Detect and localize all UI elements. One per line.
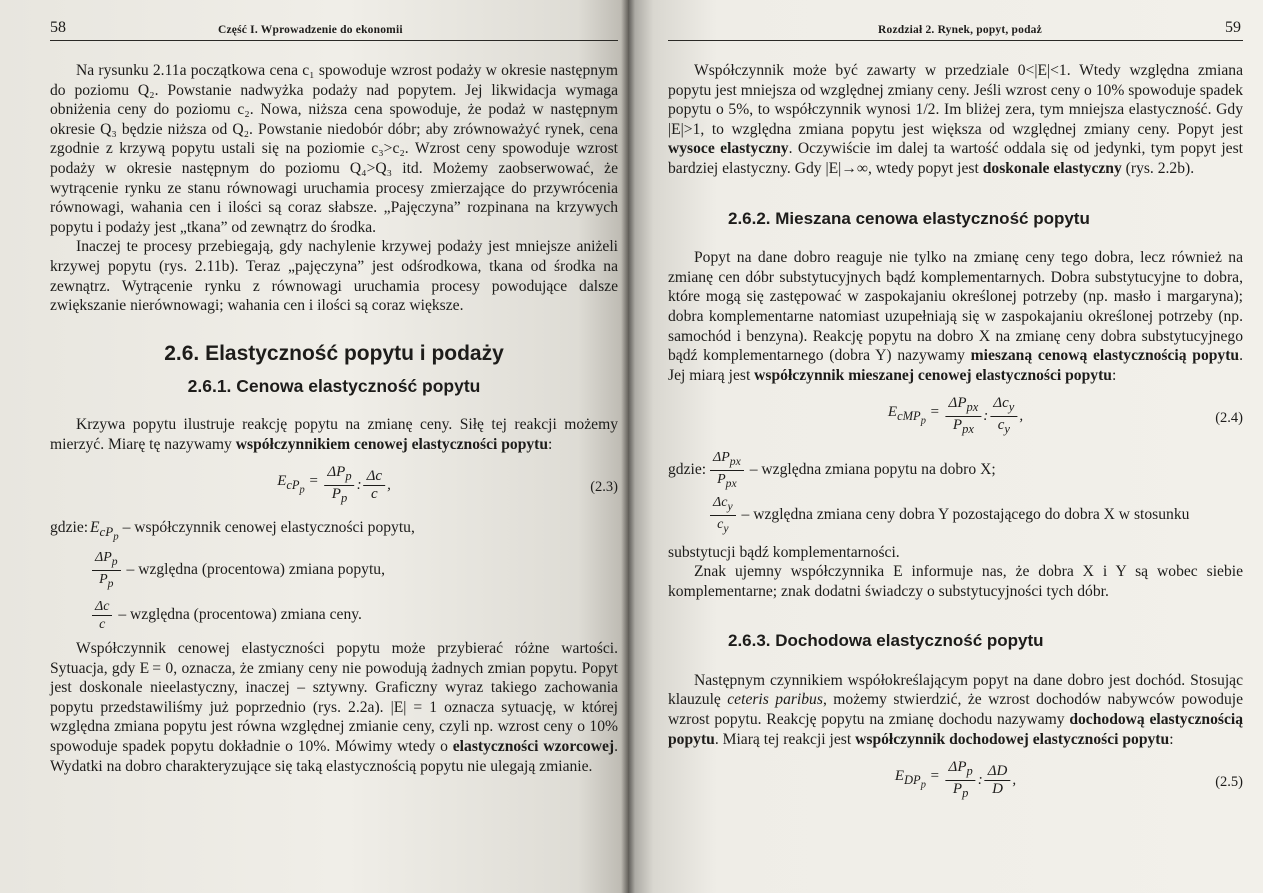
left-paragraph-4: Współczynnik cenowej elastyczności popytu może przybierać różne wartości. Sytuacja, gdy E = 0, oznacza, że zmiany ceny nie powodują żadnych zmian popytu. Popyt jest doskonale nieelastyczny, inaczej – sztywny. Graficzny wyraz takiego zachowania popytu przedstawiliśmy już poprzednio (rys. 2.2a). |E| = 1 oznacza sytuację, w której względna zmiana popytu jest równa względnej zmianie ceny, czyli np. wzrost ceny o 10% spowoduje spadek popytu dokładnie o 10%. Mówimy wtedy o elastyczności wzorcowej. Wydatki na dobro charakteryzujące się taką elastycznością popytu nie ulegają zmianie. bbox=[50, 639, 618, 775]
left-page bbox=[0, 0, 628, 893]
heading-2-6-3: 2.6.3. Dochodowa elastyczność popytu bbox=[728, 631, 1044, 651]
left-def-3: $\frac{\Delta c}{c}$ – względna (procentowa) zmiana ceny. bbox=[90, 598, 618, 633]
formula-2-3: $E_{cP_p}$ = $\frac{\Delta P_p}{P_p}$ : $\frac{\Delta c}{c}$ , (2.3) bbox=[277, 464, 618, 506]
right-where-block: gdzie: $\frac{\Delta P_{px}}{P_{px}}$ – względna zmiana popytu na dobro X; bbox=[668, 450, 996, 490]
right-paragraph-4: Następnym czynnikiem współokreślającym popyt na dane dobro jest dochód. Stosując klauzulę ceteris paribus, możemy stwierdzić, że wzrost dochodów nabywców powoduje wzrost popytu. Reakcję popytu na zmianę dochodu nazywamy dochodową elastycznością popytu. Miarą tej reakcji jest współczynnik dochodowej elastyczności popytu: bbox=[668, 671, 1244, 748]
right-page bbox=[628, 0, 1263, 893]
heading-2-6-2: 2.6.2. Mieszana cenowa elastyczność popytu bbox=[728, 208, 1090, 228]
right-def-2: $\frac{\Delta c_y}{c_y}$ – względna zmiana ceny dobra Y pozostającego do dobra X w stosunku bbox=[708, 494, 1243, 537]
right-running-title: Rozdział 2. Rynek, popyt, podaż bbox=[878, 24, 1042, 36]
left-running-head bbox=[50, 18, 618, 41]
right-def-2-continued: substytucji bądź komplementarności. bbox=[668, 543, 900, 561]
formula-2-4: $E_{cMP_p}$ = $\frac{\Delta P_{px}}{P_{px}}$ : $\frac{\Delta c_y}{c_y}$ , (2.4) bbox=[887, 395, 1243, 437]
book-gutter bbox=[621, 0, 635, 893]
left-page-number: 58 bbox=[50, 19, 66, 36]
formula-2-5: $E_{DP_p}$ = $\frac{\Delta P_p}{P_p}$ : $\frac{\Delta D}{D}$ , (2.5) bbox=[894, 759, 1243, 801]
left-paragraph-1: Na rysunku 2.11a początkowa cena c₁ spowoduje wzrost podaży w okresie następnym do poziomu Q₂. Powstanie nadwyżka podaży nad popytem. Jej likwidacja wymaga obniżenia ceny do poziomu c₂. Nowa, niższa cena spowoduje, że podaż w następnym okresie Q₃ będzie niższa od Q₂. Powstanie niedobór dóbr; aby zrównoważyć rynek, cena zgodnie z krzywą popytu ustali się na poziomie c₃>c₂. Wzrost ceny spowoduje wzrost podaży w okresie następnym do poziomu Q₄>Q₃ itd. Możemy zaobserwować, że wytrącenie rynku ze stanu równowagi uruchamia procesy zmierzające do przywrócenia równowagi, wahania cen i ilości są coraz słabsze. „Pajęczyna” rozpinana na krzywych popytu i podaży jest „tkana” od zewnątrz do środka. bbox=[50, 62, 618, 236]
right-page-number: 59 bbox=[1225, 19, 1241, 36]
left-running-title: Część I. Wprowadzenie do ekonomii bbox=[218, 24, 403, 36]
formula-2-3-number: (2.3) bbox=[590, 479, 618, 496]
heading-2-6: 2.6. Elastyczność popytu i podaży bbox=[164, 341, 504, 365]
left-where-block: gdzie: $E_{cP_p}$ – współczynnik cenowej elastyczności popytu, bbox=[50, 519, 415, 543]
heading-2-6-1: 2.6.1. Cenowa elastyczność popytu bbox=[187, 376, 481, 397]
formula-2-4-number: (2.4) bbox=[1215, 410, 1243, 427]
formula-2-5-number: (2.5) bbox=[1215, 774, 1243, 791]
right-paragraph-1: Współczynnik może być zawarty w przedziale 0<|E|<1. Wtedy względna zmiana popytu jest mniejsza od względnej zmiany ceny. Jeśli wzrost ceny o 10% spowoduje spadek popytu o 5%, to współczynnik wynosi 1/2. Im bliżej zera, tym mniejsza elastyczność. Gdy |E|>1, to względna zmiana popytu jest większa od względnej zmiany ceny. Popyt jest wysoce elastyczny. Oczywiście im dalej ta wartość oddala się od jedynki, tym popyt jest bardziej elastyczny. Gdy |E|→∞, wtedy popyt jest doskonale elastyczny (rys. 2.2b). bbox=[668, 62, 1243, 177]
right-paragraph-2: Popyt na dane dobro reaguje nie tylko na zmianę ceny tego dobra, lecz również na zmianę cen dóbr substytucyjnych bądź komplementarnych. Dobra substytucyjne to dobra, które mogą się zastępować w zaspokajaniu określonej potrzeby (np. masło i margaryna); dobra komplementarne natomiast uzupełniają się w zaspokajaniu określonej potrzeby (np. samochód i benzyna). Reakcję popytu na dobro X na zmianę ceny dobra substytucyjnego bądź komplementarnego (dobra Y) nazywamy mieszaną cenową elastycznością popytu. Jej miarą jest współczynnik mieszanej cenowej elastyczności popytu: bbox=[668, 249, 1243, 384]
right-paragraph-3: Znak ujemny współczynnika E informuje nas, że dobra X i Y są wobec siebie komplementarne; znak dodatni świadczy o substytucyjności tych dóbr. bbox=[668, 563, 1243, 600]
right-running-head bbox=[668, 18, 1243, 41]
left-paragraph-3: Krzywa popytu ilustruje reakcję popytu na zmianę ceny. Siłę tej reakcji możemy mierzyć. Miarę tę nazywamy współczynnikiem cenowej elastyczności popytu: bbox=[50, 415, 618, 453]
left-def-2: $\frac{\Delta P_p}{P_p}$ – względna (procentowa) zmiana popytu, bbox=[90, 549, 618, 592]
left-paragraph-2: Inaczej te procesy przebiegają, gdy nachylenie krzywej podaży jest mniejsze aniżeli krzywej popytu (rys. 2.11b). Teraz „pajęczyna” jest odśrodkowa, tkana od środka na zewnątrz. Wytrącenie rynku z równowagi uruchamia procesy powodujące dalsze zwiększanie nierównowagi; wahania cen i ilości są coraz większe. bbox=[50, 238, 618, 315]
